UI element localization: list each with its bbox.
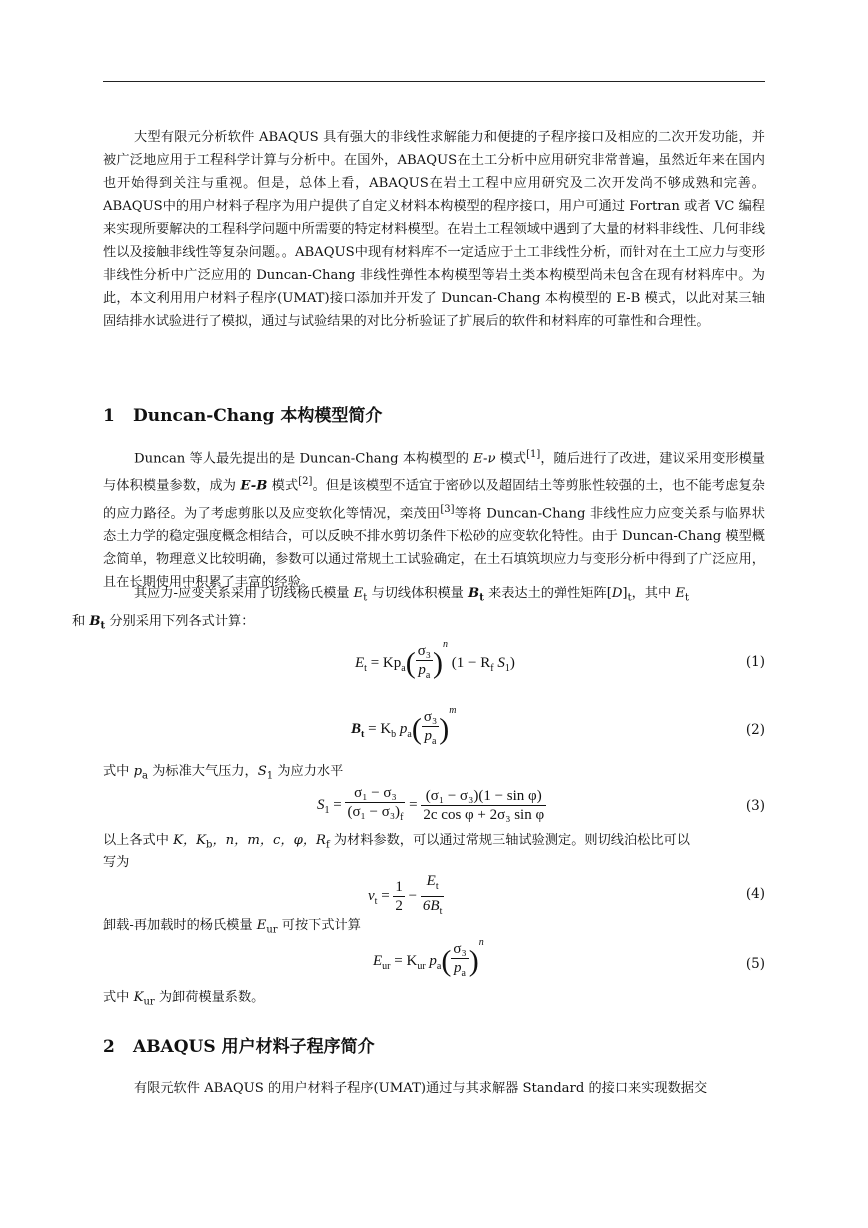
line-unload: 卸载-再加载时的杨氏模量 $E_{ur}$ 可按下式计算 (103, 918, 361, 936)
section-1-paragraph-2: 其应力-应变关系采用了切线杨氏模量 $E_t$ 与切线体积模量 $B_t$ 来表达土的弹性矩阵$[D]_t$，其中 $E_t$ 和 $B_t$ 分别采用下列各式计算： (72, 586, 690, 632)
equation-5 (103, 934, 765, 992)
line-params: 以上各式中 K，$K_b$，n，m，c，φ，$R_f$ 为材料参数，可以通过常规三轴试验测定。则切线泊松比可以 (103, 833, 690, 851)
equation-number: (2) (745, 722, 765, 738)
citation: [3] (440, 503, 455, 515)
line-kur: 式中 $K_{ur}$ 为卸荷模量系数。 (103, 990, 265, 1008)
intro-paragraph: 大型有限元分析软件 ABAQUS 具有强大的非线性求解能力和便捷的子程序接口及相应的二次开发功能，并被广泛地应用于工程科学计算与分析中。在国外，ABAQUS在土工分析中应用研究非常普遍，虽然近年来在国内也开始得到关注与重视。但是，总体上看，ABAQUS在岩土工程中应用研究及二次开发尚不够成熟和完善。ABAQUS中的用户材料子程序为用户提供了自定义材料本构模型的程序接口，用户可通过 Fortran 或者 VC 编程来实现所要解决的工程科学问题中所需要的特定材料模型。在岩土工程领域中遇到了大量的材料非线性、几何非线性以及接触非线性等复杂问题。。ABAQUS中现有材料库不一定适应于土工非线性分析，而针对在土工应力与变形非线性分析中广泛应用的 Duncan-Chang 非线性弹性本构模型等岩土类本构模型尚未包含在现有材料库中。为此，本文利用用户材料子程序(UMAT)接口添加并开发了 Duncan-Chang 本构模型的 E-B 模式，以此对某三轴固结排水试验进行了模拟，通过与试验结果的对比分析验证了扩展后的软件和材料库的可靠性和合理性。 (103, 130, 765, 329)
equation-4-formula: $\nu_t$ = $\frac{1}{2}$ − $\frac{E_t}{6B_t}$ (368, 873, 443, 917)
equation-2-formula: $B_t = K_b$ $p_a$( $\frac{\text{σ₃}}{p_a}$ )$^m$ (351, 704, 457, 747)
line-pa-definition: 式中 $p_a$ 为标准大气压力，$S_1$ 为应力水平 (103, 764, 344, 782)
equation-5-formula: $E_{ur} = K_{ur}$ $p_a$( $\frac{\text{σ₃}}{p_a}$ )$^n$ (373, 936, 484, 979)
citation: [2] (298, 476, 313, 488)
section-title: ABAQUS 用户材料子程序简介 (133, 1037, 375, 1057)
equation-1-formula: $E_t = Kp_a$( $\frac{\text{σ₃}}{p_a}$ )$^n$ ($1 - R_f$ $S_1$) (355, 638, 515, 681)
equation-3 (103, 784, 765, 830)
equation-1 (103, 632, 765, 692)
section-1-paragraph-1: Duncan 等人最先提出的是 Duncan-Chang 本构模型的 E-ν 模式[1]，随后进行了改进，建议采用变形模量与体积模量参数，成为 E-B 模式[2]。但是该模型不适宜于密砂以及超固结土等剪胀性较强的土，也不能考虑复杂的应力路径。为了考虑剪胀以及应变软化等情况，栾茂田[3]等将 Duncan-Chang 非线性应力应变关系与临界状态土力学的稳定强度概念相结合，可以反映不排水剪切条件下松砂的应变软化特性。由于 Duncan-Chang 模型概念简单，物理意义比较明确，参数可以通过常规土工试验确定，在土石填筑坝应力与变形分析中得到了广泛应用，且在长期使用中积累了丰富的经验。 (103, 449, 765, 591)
citation: [1] (526, 449, 541, 460)
section-number: 2 (103, 1037, 115, 1057)
equation-number: (5) (745, 956, 765, 972)
section-title: Duncan-Chang 本构模型简介 (133, 406, 383, 426)
equation-number: (3) (745, 798, 765, 814)
equation-4 (103, 870, 765, 916)
equation-number: (1) (745, 654, 765, 670)
equation-2 (103, 702, 765, 758)
equation-number: (4) (745, 886, 765, 902)
section-2-heading (103, 1032, 375, 1057)
section-1-heading (103, 401, 382, 426)
equation-3-formula: $S_1$ = $\frac{\text{σ₁ − σ₃}}{(\sigma_1 - \sigma_3)_f}$ = $\frac{\text{(σ₁ − σ₃)(1 − sin φ)}}{\text{2c cos φ + 2σ₃ sin φ}}$ (317, 785, 545, 823)
header-rule (103, 81, 765, 82)
section-2-paragraph-1: 有限元软件 ABAQUS 的用户材料子程序(UMAT)通过与其求解器 Standard 的接口来实现数据交 (134, 1081, 708, 1096)
line-params-cont: 写为 (103, 855, 130, 870)
section-number: 1 (103, 406, 115, 426)
